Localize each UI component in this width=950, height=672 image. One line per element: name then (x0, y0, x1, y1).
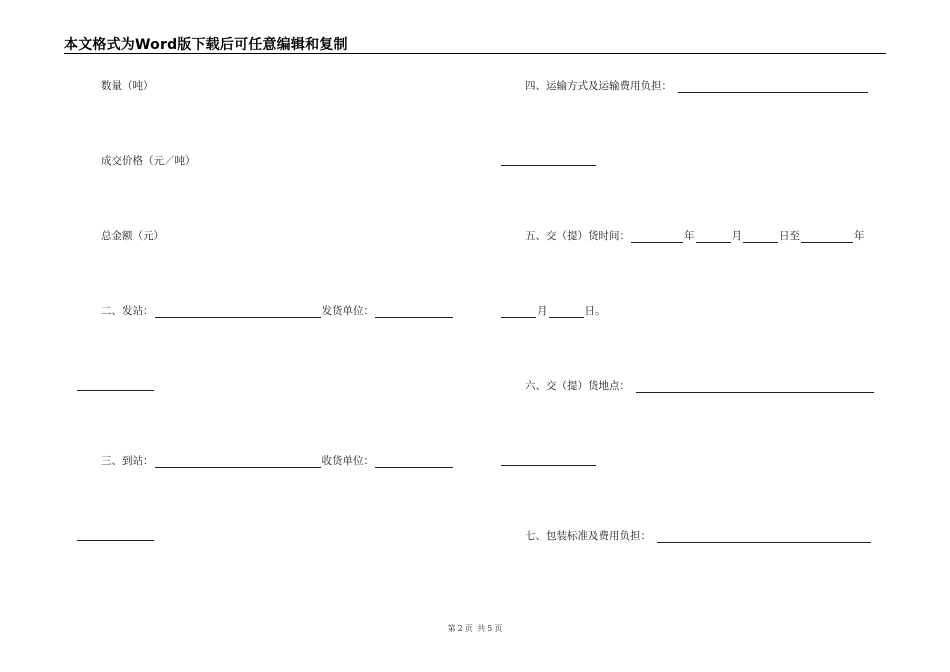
item7-row (525, 529, 872, 543)
item2-label: 二、发站： (101, 305, 154, 317)
page-unit: 页 (464, 624, 473, 633)
end-day-label: 日。 (584, 305, 606, 317)
total-label: 总金额（元） (101, 230, 164, 242)
month-label: 月 (731, 230, 742, 242)
page-number: 2 (457, 624, 463, 633)
total-row (101, 229, 164, 243)
footer-total-prefix: 共 (477, 624, 486, 633)
transport-blank-continued[interactable] (501, 154, 596, 166)
item6-continuation (500, 454, 597, 466)
item4-continuation (500, 154, 597, 166)
item5-label: 五、交（提）货时间： (525, 230, 630, 242)
consignee-blank-continued[interactable] (77, 529, 154, 541)
end-month-blank[interactable] (501, 306, 536, 318)
start-day-blank[interactable] (743, 231, 778, 243)
item4-label: 四、运输方式及运输费用负担： (525, 80, 672, 92)
item6-row (525, 379, 875, 393)
day-to-label: 日至 (779, 230, 800, 242)
price-row (101, 154, 196, 168)
arrival-station-blank[interactable] (155, 456, 321, 468)
item2-continuation (76, 379, 155, 391)
shipper-blank[interactable] (375, 306, 453, 318)
end-month-label: 月 (537, 305, 548, 317)
price-label: 成交价格（元／吨） (101, 155, 196, 167)
quantity-label: 数量（吨） (101, 80, 154, 92)
item5-continuation (500, 304, 606, 318)
quantity-row (101, 79, 154, 93)
item6-label: 六、交（提）货地点： (525, 380, 630, 392)
item3-unit-label: 收货单位： (321, 455, 374, 467)
end-year-label: 年 (854, 230, 865, 242)
delivery-location-blank[interactable] (636, 381, 874, 393)
item2-unit-label: 发货单位： (321, 305, 374, 317)
item5-row (525, 229, 865, 243)
page-footer (0, 623, 950, 634)
header-title: 本文格式为Word版下载后可任意编辑和复制 (64, 37, 348, 53)
year-label: 年 (684, 230, 695, 242)
delivery-location-blank-continued[interactable] (501, 454, 596, 466)
dispatch-station-blank[interactable] (155, 306, 321, 318)
item7-label: 七、包装标准及费用负担： (525, 530, 651, 542)
item3-row (101, 454, 454, 468)
footer-prefix: 第 (447, 624, 456, 633)
consignee-blank[interactable] (375, 456, 453, 468)
item4-row (525, 79, 869, 93)
item3-label: 三、到站： (101, 455, 154, 467)
header-divider (64, 53, 886, 54)
transport-blank[interactable] (678, 81, 868, 93)
end-day-blank[interactable] (549, 306, 584, 318)
item3-continuation (76, 529, 155, 541)
start-year-blank[interactable] (631, 231, 683, 243)
packaging-blank[interactable] (657, 531, 871, 543)
total-pages: 5 (487, 624, 493, 633)
item2-row (101, 304, 454, 318)
total-unit: 页 (494, 624, 503, 633)
end-year-blank[interactable] (801, 231, 853, 243)
start-month-blank[interactable] (696, 231, 731, 243)
shipper-blank-continued[interactable] (77, 379, 154, 391)
